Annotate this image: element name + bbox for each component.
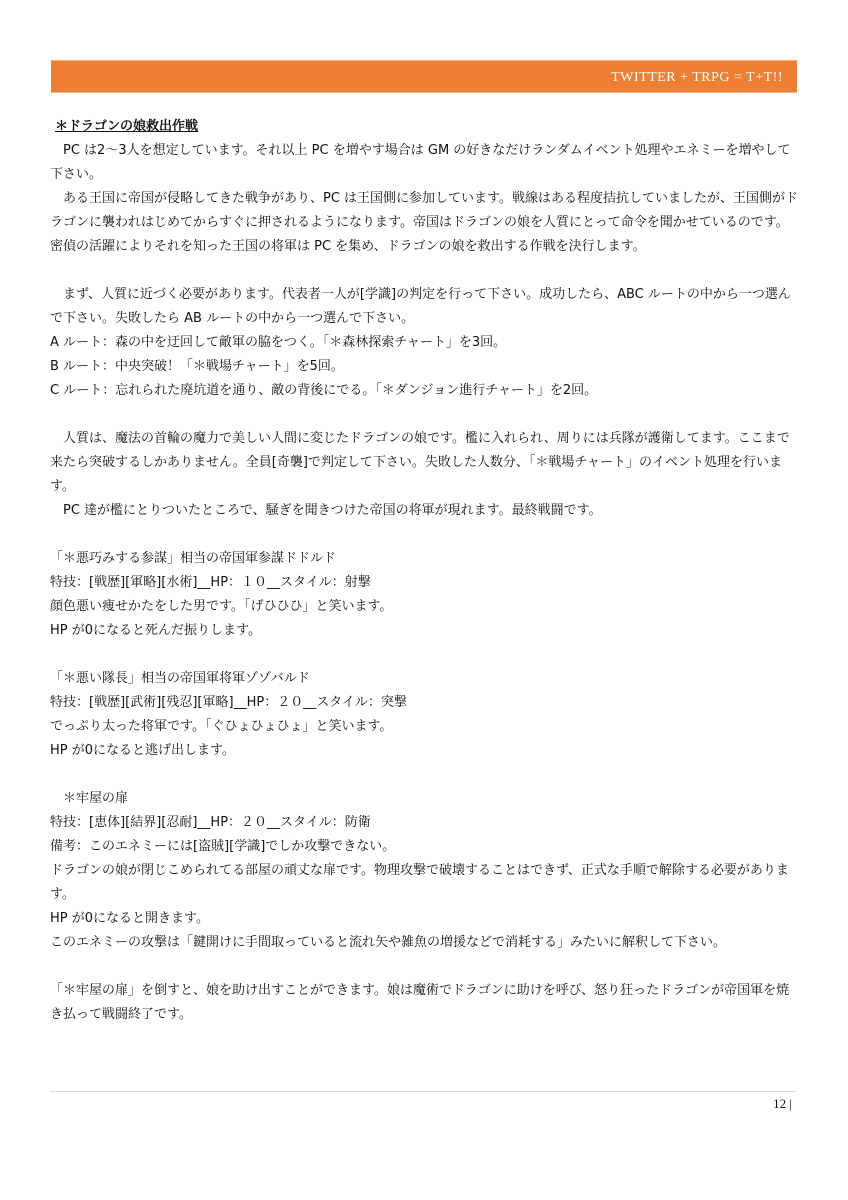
enemy3-stats: 特技：[恵体][結界][忍耐]__HP：２０__スタイル：防衛 bbox=[50, 815, 371, 830]
page-number: 12 | bbox=[773, 1096, 792, 1111]
route-b: B ルート：中央突破！「＊戦場チャート」を5回。 bbox=[50, 359, 344, 374]
enemy2-name: 「＊悪い隊長」相当の帝国軍将軍ゾゾバルド bbox=[50, 671, 310, 686]
document-body bbox=[50, 115, 800, 1027]
enemy1-hp-note: HP が0になると死んだ振りします。 bbox=[50, 623, 261, 638]
enemy1-stats: 特技：[戦歴][軍略][水術]__HP：１０__スタイル：射撃 bbox=[50, 575, 371, 590]
header-title: TWITTER + TRPG = T+T!! bbox=[611, 70, 783, 85]
enemy1-name: 「＊悪巧みする参謀」相当の帝国軍参謀ドドルド bbox=[50, 551, 337, 566]
enemy2-stats: 特技：[戦歴][武術][残忍][軍略]__HP：２０__スタイル：突撃 bbox=[50, 695, 407, 710]
enemy2-description: でっぷり太った将軍です。「ぐひょひょひょ」と笑います。 bbox=[50, 719, 393, 734]
spacer bbox=[50, 955, 800, 979]
ending-paragraph: 「＊牢屋の扉」を倒すと、娘を助け出すことができます。娘は魔術でドラゴンに助けを呼び、怒り狂ったドラゴンが帝国軍を焼き払って戦闘終了です。 bbox=[50, 983, 790, 1022]
scenario-title: ＊ドラゴンの娘救出作戦 bbox=[55, 119, 199, 134]
spacer bbox=[50, 259, 800, 283]
spacer bbox=[50, 643, 800, 667]
route-c: C ルート：忘れられた廃坑道を通り、敵の背後にでる。「＊ダンジョン進行チャート」を2回。 bbox=[50, 383, 598, 398]
enemy3-description: ドラゴンの娘が閉じこめられてる部屋の頑丈な扉です。物理攻撃で破壊することはできず、正式な手順で解除する必要があります。 bbox=[50, 863, 789, 902]
footer-rule bbox=[50, 1091, 796, 1092]
spacer bbox=[50, 763, 800, 787]
route-a: A ルート：森の中を迂回して敵軍の脇をつく。「＊森林探索チャート」を3回。 bbox=[50, 335, 507, 350]
enemy3-name: ＊牢屋の扉 bbox=[63, 791, 129, 806]
enemy2-hp-note: HP が0になると逃げ出します。 bbox=[50, 743, 235, 758]
enemy1-description: 顔色悪い痩せかたをした男です。「げひひひ」と笑います。 bbox=[50, 599, 393, 614]
hostage-paragraph-1: 人質は、魔法の首輪の魔力で美しい人間に変じたドラゴンの娘です。檻に入れられ、周りには兵隊が護衛してます。ここまで来たら突破するしかありません。全員[奇襲]で判定して下さい。失敗した人数分、「＊戦場チャート」のイベント処理を行います。 bbox=[50, 431, 790, 494]
intro-paragraph-2: ある王国に帝国が侵略してきた戦争があり、PC は王国側に参加しています。戦線はある程度拮抗していましたが、王国側がドラゴンに襲われはじめてからすぐに押されるようになります。帝国はドラゴンの娘を人質にとって命令を聞かせているのです。 密偵の活躍によりそれを知った王国の将軍は PC を集め、ドラゴンの娘を救出する作戦を決行します。 bbox=[50, 191, 799, 254]
spacer bbox=[50, 523, 800, 547]
spacer bbox=[50, 403, 800, 427]
intro-paragraph-1: PC は2～3人を想定しています。それ以上 PC を増やす場合は GM の好きなだけランダムイベント処理やエネミーを増やして下さい。 bbox=[50, 143, 791, 182]
enemy3-attack-note: このエネミーの攻撃は「鍵開けに手間取っていると流れ矢や雑魚の増援などで消耗する」みたいに解釈して下さい。 bbox=[50, 935, 727, 950]
hostage-paragraph-2: PC 達が檻にとりついたところで、騒ぎを聞きつけた帝国の将軍が現れます。最終戦闘です。 bbox=[63, 503, 602, 518]
route-intro: まず、人質に近づく必要があります。代表者一人が[学識]の判定を行って下さい。成功したら、ABC ルートの中から一つ選んで下さい。失敗したら AB ルートの中から一つ選んで下さい。 bbox=[50, 287, 791, 326]
enemy3-note: 備考：このエネミーには[盗賊][学識]でしか攻撃できない。 bbox=[50, 839, 396, 854]
header-bar bbox=[51, 60, 797, 93]
enemy3-hp-note: HP が0になると開きます。 bbox=[50, 911, 209, 926]
